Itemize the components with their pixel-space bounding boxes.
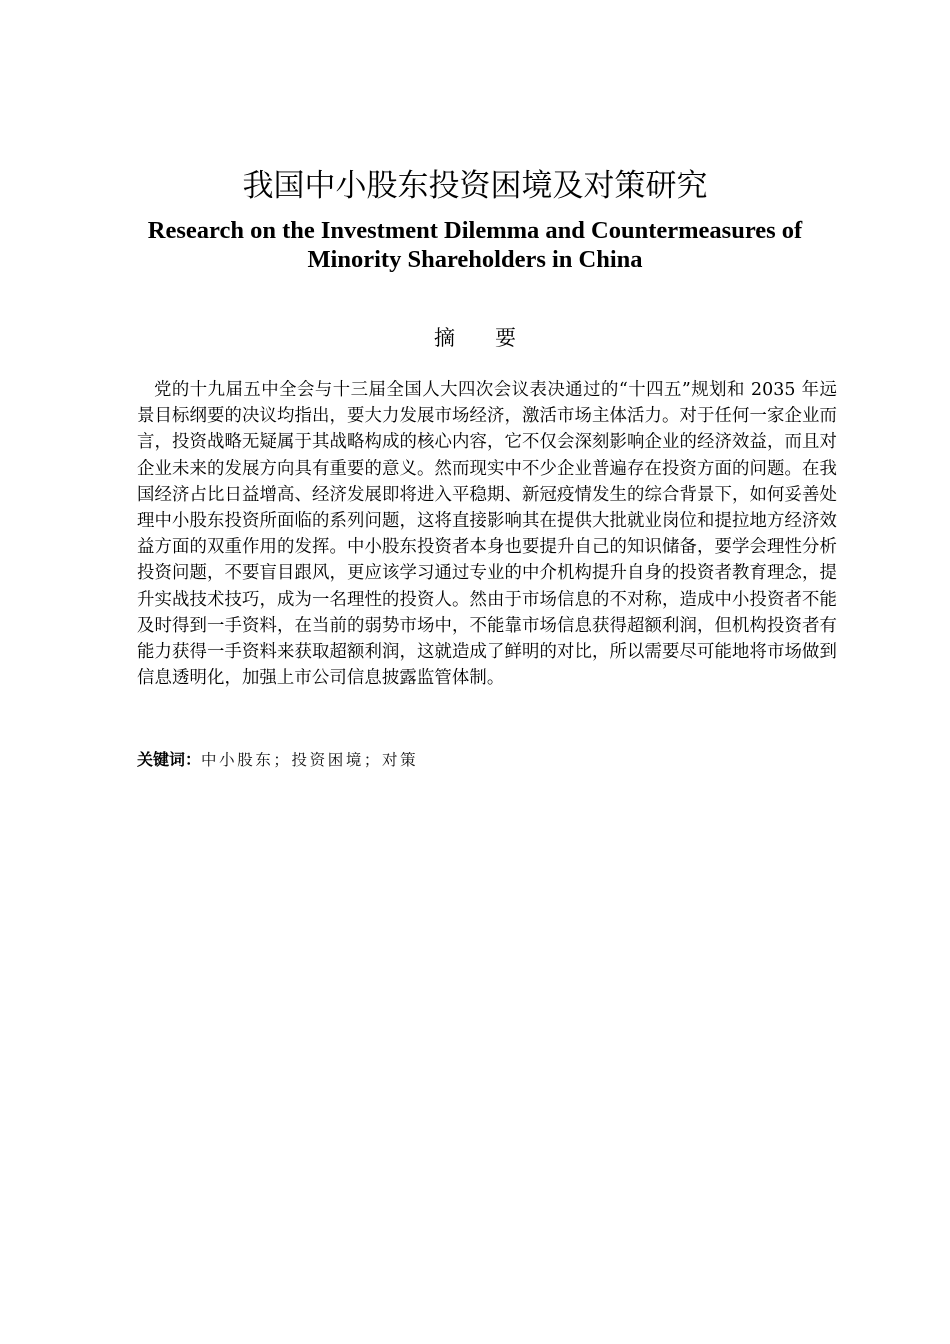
title-english: Research on the Investment Dilemma and Countermeasures of Minority Shareholders in China (147, 217, 803, 273)
keywords-line (137, 748, 837, 772)
keywords-value: 中小股东；投资困境；对策 (201, 751, 419, 769)
keywords-label: 关键词： (137, 750, 202, 769)
abstract-heading: 摘要 (434, 326, 556, 350)
title-chinese: 我国中小股东投资困境及对策研究 (242, 168, 708, 204)
abstract-body: 党的十九届五中全会与十三届全国人大四次会议表决通过的“十四五”规划和 2035 年远景目标纲要的决议均指出，要大力发展市场经济，激活市场主体活力。对于任何一家企业而言，投资战略无疑属于其战略构成的核心内容，它不仅会深刻影响企业的经济效益，而且对企业未来的发展方向具有重要的意义。然而现实中不少企业普遍存在投资方面的问题。在我国经济占比日益增高、经济发展即将进入平稳期、新冠疫情发生的综合背景下，如何妥善处理中小股东投资所面临的系列问题，这将直接影响其在提供大批就业岗位和提拉地方经济效益方面的双重作用的发挥。中小股东投资者本身也要提升自己的知识储备，要学会理性分析投资问题，不要盲目跟风，更应该学习通过专业的中介机构提升自身的投资者教育理念，提升实战技术技巧，成为一名理性的投资人。然由于市场信息的不对称，造成中小投资者不能及时得到一手资料，在当前的弱势市场中，不能靠市场信息获得超额利润，但机构投资者有能力获得一手资料来获取超额利润，这就造成了鲜明的对比，所以需要尽可能地将市场做到信息透明化，加强上市公司信息披露监管体制。 (137, 380, 837, 689)
